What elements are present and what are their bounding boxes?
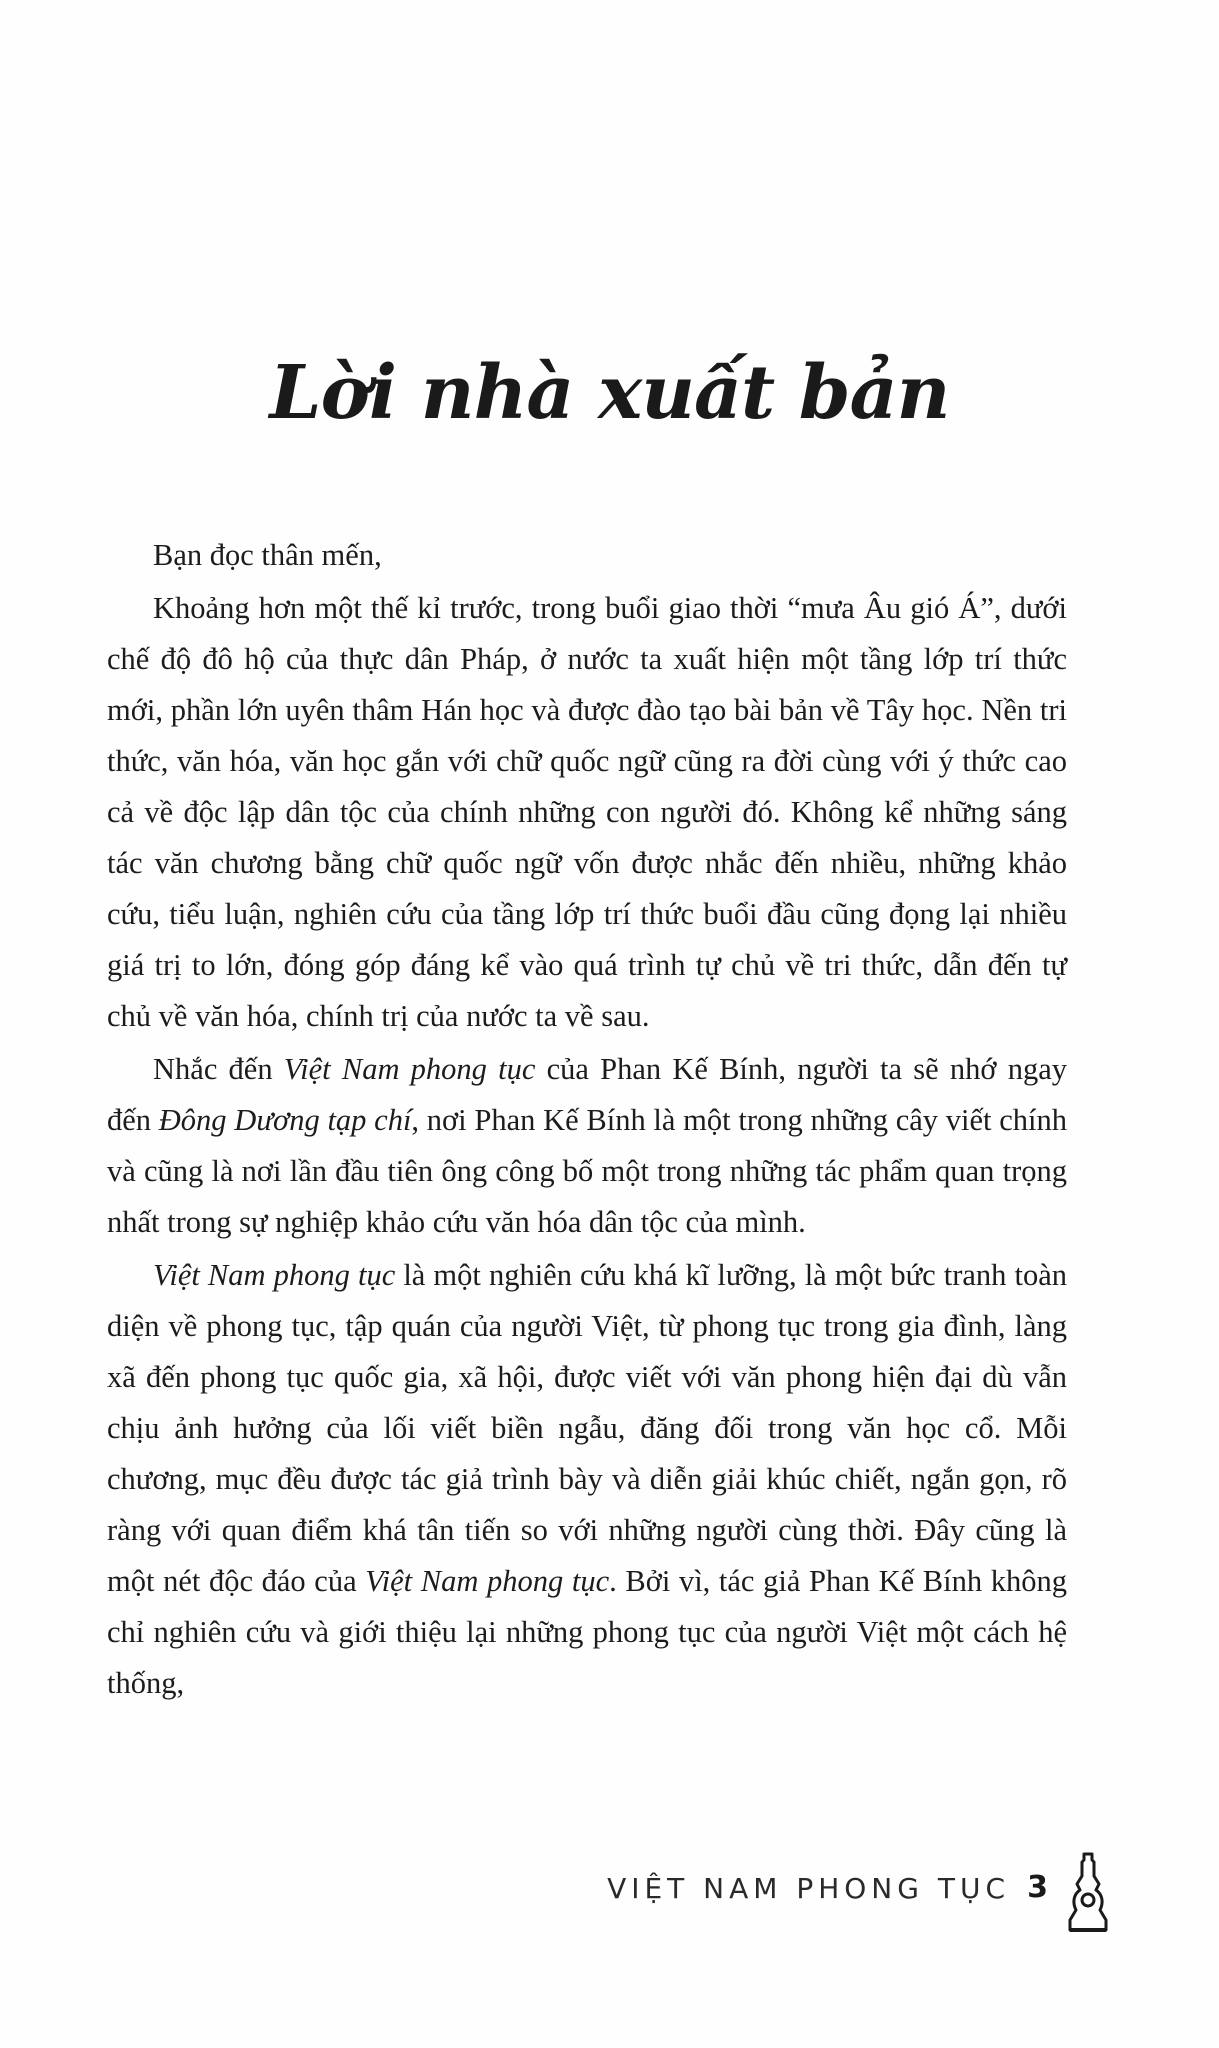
paragraph	[107, 1044, 1067, 1248]
page-number: 3	[1027, 1870, 1048, 1905]
paragraph-text: Bạn đọc thân mến,	[153, 538, 382, 572]
italic-title-text: Việt Nam phong tục	[283, 1052, 536, 1086]
body-text	[107, 530, 1067, 1709]
italic-title-text: Việt Nam phong tục	[153, 1258, 396, 1292]
oil-lamp-icon	[1066, 1850, 1110, 1936]
paragraph-text: của Phan Kế Bính, người ta sẽ nhớ ngay đến	[107, 1052, 1067, 1137]
paragraph-text: . Bởi vì, tác giả Phan Kế Bính không chỉ nghiên cứu và giới thiệu lại những phong tục của người Việt một cách hệ thống,	[107, 1564, 1068, 1700]
paragraph-text: , nơi Phan Kế Bính là một trong những cây viết chính và cũng là nơi lần đầu tiên ông công bố một trong những tác phẩm quan trọng nhất trong sự nghiệp khảo cứu văn hóa dân tộc của mình.	[107, 1103, 1067, 1239]
italic-title-text: Đông Dương tạp chí	[158, 1103, 412, 1137]
paragraph	[107, 1250, 1067, 1709]
paragraph-text: Khoảng hơn một thế kỉ trước, trong buổi giao thời “mưa Âu gió Á”, dưới chế độ đô hộ của thực dân Pháp, ở nước ta xuất hiện một tầng lớp trí thức mới, phần lớn uyên thâm Hán học và được đào tạo bài bản về Tây học. Nền tri thức, văn hóa, văn học gắn với chữ quốc ngữ cũng ra đời cùng với ý thức cao cả về độc lập dân tộc của chính những con người đó. Không kể những sáng tác văn chương bằng chữ quốc ngữ vốn được nhắc đến nhiều, những khảo cứu, tiểu luận, nghiên cứu của tầng lớp trí thức buổi đầu cũng đọng lại nhiều giá trị to lớn, đóng góp đáng kể vào quá trình tự chủ về tri thức, dẫn đến tự chủ về văn hóa, chính trị của nước ta về sau.	[107, 591, 1067, 1033]
running-title: VIỆT NAM PHONG TỤC	[607, 1872, 1010, 1905]
paragraph-text: Nhắc đến	[153, 1052, 284, 1086]
page-footer	[607, 1870, 1110, 1932]
italic-title-text: Việt Nam phong tục	[365, 1564, 610, 1598]
paragraph	[107, 583, 1067, 1042]
paragraph-text: là một nghiên cứu khá kĩ lưỡng, là một bức tranh toàn diện về phong tục, tập quán của người Việt, từ phong tục trong gia đình, làng xã đến phong tục quốc gia, xã hội, được viết với văn phong hiện đại dù vẫn chịu ảnh hưởng của lối viết biền ngẫu, đăng đối trong văn học cổ. Mỗi chương, mục đều được tác giả trình bày và diễn giải khúc chiết, ngắn gọn, rõ ràng với quan điểm khá tân tiến so với những người cùng thời. Đây cũng là một nét độc đáo của	[107, 1258, 1067, 1598]
page-title: Lời nhà xuất bản	[269, 350, 950, 436]
paragraph	[107, 530, 1067, 581]
